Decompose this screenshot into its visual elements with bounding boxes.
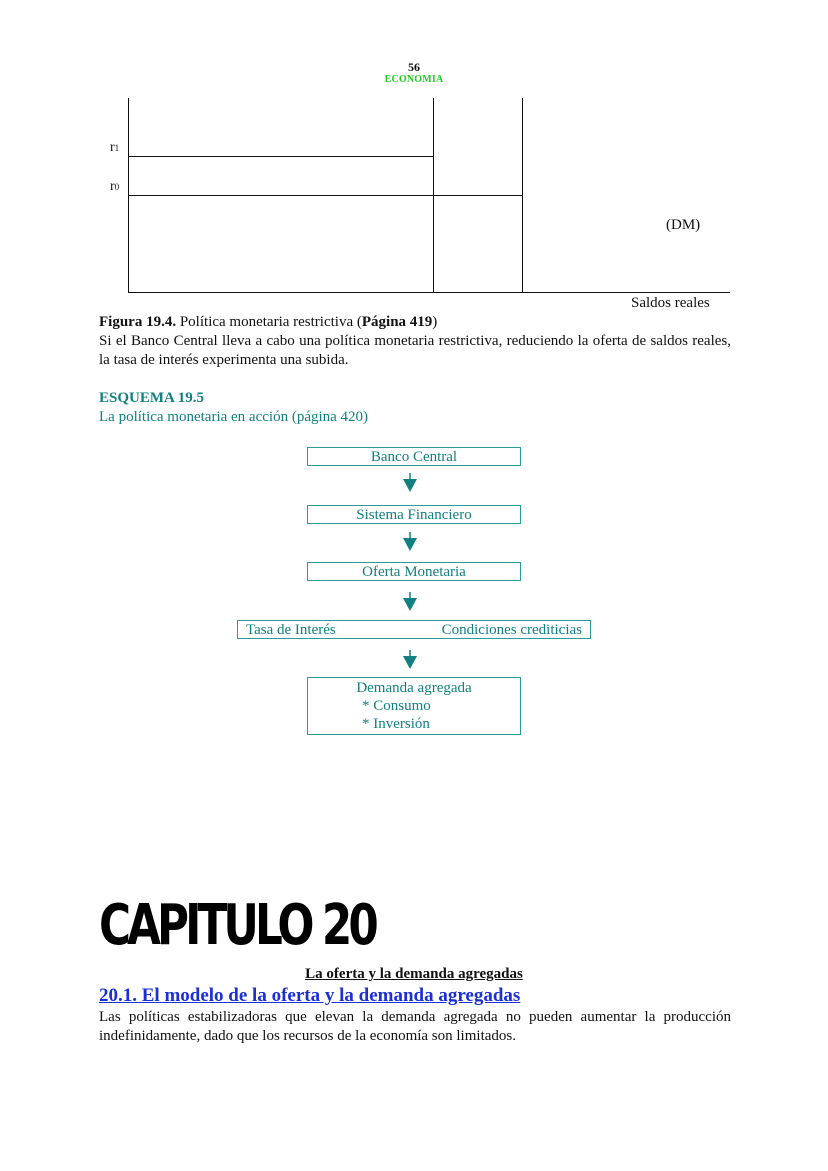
box-banco-central: Banco Central — [307, 447, 521, 466]
page-number: 56 — [408, 60, 420, 74]
section-title: La oferta y la demanda agregadas — [305, 966, 523, 982]
esquema-subtitle: La política monetaria en acción (página 420) — [99, 409, 369, 425]
r1-label: r1 — [110, 140, 120, 155]
box-sistema-financiero: Sistema Financiero — [307, 505, 521, 524]
box-tasa-condiciones — [237, 620, 591, 639]
demanda-agregada-title: Demanda agregada — [356, 680, 472, 696]
arrow-down-icon — [403, 473, 417, 493]
chapter-title: CAPITULO 20 — [99, 893, 375, 958]
arrow-down-icon — [403, 592, 417, 612]
arrow-down-icon — [403, 532, 417, 552]
figure-caption: Figura 19.4. Política monetaria restrictiva (Página 419) — [99, 314, 438, 330]
section-heading: 20.1. El modelo de la oferta y la demanda agregadas — [99, 985, 521, 1006]
condiciones-crediticias-label: Condiciones crediticias — [441, 622, 582, 638]
r0-label: r0 — [110, 179, 120, 194]
figure-description: Si el Banco Central lleva a cabo una política monetaria restrictiva, reduciendo la oferta de saldos reales, la tasa de interés experimenta una subida. — [99, 333, 731, 368]
caption-prefix: Figura 19.4. — [99, 314, 177, 330]
demanda-item-consumo: * Consumo — [362, 698, 431, 714]
box-demanda-agregada — [307, 677, 521, 735]
demanda-item-inversion: * Inversión — [362, 716, 430, 732]
tasa-interes-label: Tasa de Interés — [246, 622, 336, 638]
box-oferta-monetaria: Oferta Monetaria — [307, 562, 521, 581]
x-axis — [128, 292, 730, 293]
section-paragraph: Las políticas estabilizadoras que elevan la demanda agregada no pueden aumentar la producción indefinidamente, dado que los recursos de la economía son limitados. — [99, 1009, 731, 1044]
dm-label: (DM) — [666, 217, 701, 233]
page-subject: ECONOMIA — [384, 74, 444, 85]
r1-line — [128, 156, 434, 157]
x-axis-label: Saldos reales — [631, 295, 710, 311]
arrow-down-icon — [403, 650, 417, 670]
esquema-title: ESQUEMA 19.5 — [99, 390, 205, 406]
r0-line — [128, 195, 523, 196]
